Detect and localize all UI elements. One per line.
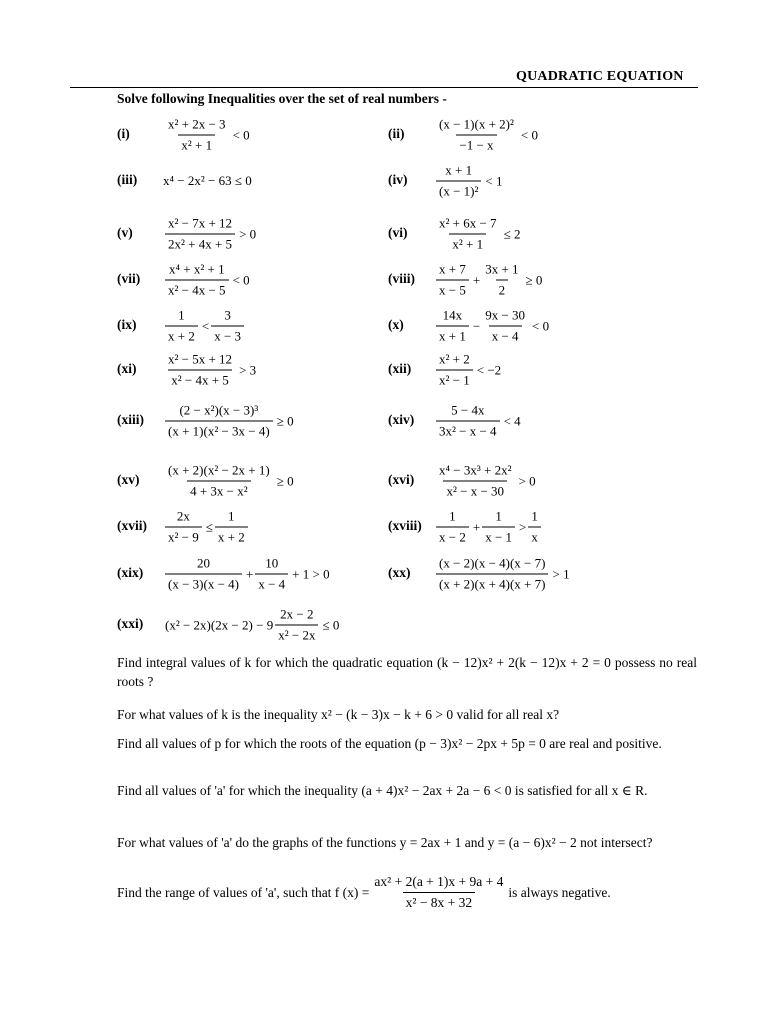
- problem-expression: [163, 117, 250, 154]
- problem-expression: [163, 463, 294, 500]
- fraction: [436, 509, 469, 546]
- fraction-2: [482, 308, 528, 345]
- fraction: [165, 117, 229, 154]
- denominator: x − 2: [436, 527, 469, 546]
- problem-label: (xiii): [117, 412, 144, 427]
- denominator: x² − 4x − 5: [165, 280, 229, 299]
- problem-label: (xi): [117, 361, 137, 376]
- numerator-2: 1: [228, 508, 235, 524]
- fraction: [165, 403, 273, 440]
- problem-expression: [163, 216, 256, 253]
- denominator-2: x − 3: [211, 326, 244, 345]
- fraction: [165, 509, 202, 546]
- fraction: [275, 607, 318, 644]
- denominator: x² − 9: [165, 527, 202, 546]
- operator: +: [472, 519, 481, 534]
- fraction: [436, 556, 548, 593]
- numerator: 14x: [442, 307, 463, 323]
- fraction: [165, 308, 198, 345]
- inequality-tail: ≤ 2: [503, 226, 521, 241]
- fraction: [436, 463, 515, 500]
- numerator: (x − 2)(x − 4)(x − 7): [439, 555, 546, 571]
- numerator: x + 7: [439, 261, 466, 277]
- numerator-2: 9x − 30: [485, 307, 526, 323]
- problem-label: (i): [117, 126, 130, 141]
- problem-expression: [163, 308, 246, 345]
- question-4: Find all values of 'a' for which the inequality (a + 4)x² − 2ax + 2a − 6 < 0 is satisfied for all x ∈ R.: [117, 783, 648, 798]
- inequality-tail: < 1: [485, 173, 503, 188]
- fraction: [436, 163, 481, 200]
- fraction-2: [482, 262, 521, 299]
- denominator: x² − x − 30: [443, 481, 507, 500]
- numerator: x² + 2: [439, 351, 470, 367]
- numerator: x² + 6x − 7: [439, 215, 497, 231]
- fraction-2: [215, 509, 248, 546]
- problem-label: (iv): [388, 172, 408, 187]
- fraction: [165, 463, 273, 500]
- problem-expression: [163, 556, 330, 593]
- numerator: x² − 5x + 12: [168, 351, 233, 367]
- problem-expression: [434, 163, 502, 200]
- numerator: x² − 7x + 12: [168, 215, 233, 231]
- denominator: x + 1: [436, 326, 469, 345]
- problem-expression: [163, 403, 294, 440]
- inline-expression: x⁴ − 2x² − 63 ≤ 0: [163, 173, 252, 188]
- fraction: [436, 308, 469, 345]
- operator: +: [245, 566, 254, 581]
- denominator: −1 − x: [456, 135, 496, 154]
- numerator: (x − 1)(x + 2)²: [439, 116, 514, 132]
- denominator-2: x − 1: [482, 527, 515, 546]
- problem-expression: [163, 173, 252, 189]
- question-2: For what values of k is the inequality x² − (k − 3)x − k + 6 > 0 valid for all real x?: [117, 707, 560, 722]
- numerator: 20: [196, 555, 210, 571]
- fraction: [436, 216, 500, 253]
- fraction: [165, 216, 235, 253]
- denominator: (x + 1)(x² − 3x − 4): [165, 421, 273, 440]
- problem-label: (xiv): [388, 412, 415, 427]
- denominator: x + 2: [165, 326, 198, 345]
- problem-expression: [434, 556, 570, 593]
- fraction-2: [255, 556, 288, 593]
- inequality-tail: < 0: [232, 127, 250, 142]
- inequality-tail: ≥ 0: [276, 413, 294, 428]
- problem-expression: [163, 262, 250, 299]
- fraction: [436, 117, 517, 154]
- operator: +: [472, 272, 481, 287]
- question-5: For what values of 'a' do the graphs of the functions y = 2ax + 1 and y = (a − 6)x² − 2 not intersect?: [117, 835, 653, 850]
- problem-label: (xv): [117, 472, 140, 487]
- problem-expression: [434, 262, 542, 299]
- denominator: x² − 1: [436, 370, 473, 389]
- inequality-tail: ≥ 0: [276, 473, 294, 488]
- numerator: x⁴ − 3x³ + 2x²: [439, 462, 512, 478]
- numerator: 2x: [176, 508, 190, 524]
- problem-label: (vii): [117, 271, 141, 286]
- fraction-2: [211, 308, 244, 345]
- fraction: [436, 262, 469, 299]
- question-6: [117, 874, 697, 911]
- fraction: [165, 262, 229, 299]
- denominator-2: x − 4: [489, 326, 522, 345]
- numerator-2: 3: [224, 307, 231, 323]
- problem-expression: [163, 509, 250, 546]
- expression-prefix: (x² − 2x)(2x − 2) − 9: [165, 617, 274, 632]
- problem-label: (xx): [388, 565, 411, 580]
- denominator: 3x² − x − 4: [436, 421, 500, 440]
- problem-expression: [434, 509, 543, 546]
- inequality-tail: + 1 > 0: [292, 566, 330, 581]
- denominator-2: x − 4: [255, 574, 288, 593]
- operator-2: >: [519, 519, 527, 534]
- inequality-tail: ≥ 0: [525, 272, 543, 287]
- problem-expression: [163, 607, 339, 644]
- denominator: 2x² + 4x + 5: [165, 234, 235, 253]
- numerator: 1: [178, 307, 185, 323]
- denominator: x² + 1: [449, 234, 486, 253]
- problem-label: (xxi): [117, 616, 144, 631]
- numerator: 2x − 2: [280, 606, 314, 622]
- denominator-3: x: [528, 527, 541, 546]
- problem-label: (vi): [388, 225, 408, 240]
- numerator: x + 1: [445, 162, 473, 178]
- denominator: x² − 2x: [275, 625, 318, 644]
- numerator-2: 1: [495, 508, 502, 524]
- question-6-lead: Find the range of values of 'a', such that f (x) =: [117, 885, 370, 900]
- denominator: (x − 1)²: [436, 181, 481, 200]
- problem-expression: [434, 352, 501, 389]
- inequality-tail: < 0: [520, 127, 538, 142]
- denominator: 4 + 3x − x²: [187, 481, 251, 500]
- inequality-tail: > 1: [552, 566, 570, 581]
- problem-label: (iii): [117, 172, 138, 187]
- inequality-tail: < −2: [476, 362, 502, 377]
- numerator: (x + 2)(x² − 2x + 1): [168, 462, 270, 478]
- problem-label: (xii): [388, 361, 412, 376]
- problem-expression: [434, 216, 520, 253]
- fraction: [436, 403, 500, 440]
- operator: −: [472, 318, 481, 333]
- problem-expression: [163, 352, 256, 389]
- fraction-2: [482, 509, 515, 546]
- inequality-tail: > 0: [518, 473, 536, 488]
- problem-expression: [434, 117, 538, 154]
- fraction: [165, 352, 235, 389]
- instructions-heading: Solve following Inequalities over the set of real numbers -: [117, 91, 447, 106]
- question-6-tail: is always negative.: [508, 885, 611, 900]
- fraction-3: [528, 509, 541, 546]
- problem-expression: [434, 463, 536, 500]
- operator: <: [201, 318, 210, 333]
- problem-label: (viii): [388, 271, 415, 286]
- question-3: Find all values of p for which the roots of the equation (p − 3)x² − 2px + 5p = 0 are real and positive.: [117, 736, 662, 751]
- question-6-fraction: [371, 874, 506, 911]
- fraction: [436, 352, 473, 389]
- problem-label: (v): [117, 225, 133, 240]
- inequality-tail: < 4: [503, 413, 521, 428]
- problem-label: (ix): [117, 317, 137, 332]
- problem-expression: [434, 308, 549, 345]
- question-6-denominator: x² − 8x + 32: [403, 892, 476, 911]
- numerator-3: 1: [531, 508, 538, 524]
- denominator: (x + 2)(x + 4)(x + 7): [436, 574, 548, 593]
- denominator-2: x + 2: [215, 527, 248, 546]
- denominator: x² − 4x + 5: [168, 370, 232, 389]
- problem-label: (ii): [388, 126, 405, 141]
- numerator: x⁴ + x² + 1: [168, 261, 225, 277]
- inequality-tail: < 0: [232, 272, 250, 287]
- problem-label: (xviii): [388, 518, 422, 533]
- page-header-title: QUADRATIC EQUATION: [516, 69, 684, 84]
- problem-label: (x): [388, 317, 404, 332]
- operator: ≤: [205, 519, 213, 534]
- numerator: (2 − x²)(x − 3)³: [179, 402, 259, 418]
- numerator: 5 − 4x: [451, 402, 485, 418]
- problem-expression: [434, 403, 521, 440]
- question-6-numerator: ax² + 2(a + 1)x + 9a + 4: [374, 874, 504, 889]
- problem-label: (xvi): [388, 472, 415, 487]
- inequality-tail: ≤ 0: [322, 617, 340, 632]
- numerator-2: 10: [265, 555, 279, 571]
- fraction: [165, 556, 242, 593]
- problem-label: (xix): [117, 565, 144, 580]
- numerator: 1: [449, 508, 456, 524]
- numerator: x² + 2x − 3: [168, 116, 226, 132]
- denominator: (x − 3)(x − 4): [165, 574, 242, 593]
- header-rule: [70, 87, 698, 88]
- inequality-tail: < 0: [532, 318, 550, 333]
- numerator-2: 3x + 1: [485, 261, 519, 277]
- inequality-tail: > 3: [239, 362, 257, 377]
- denominator: x² + 1: [178, 135, 215, 154]
- inequality-tail: > 0: [239, 226, 257, 241]
- problem-label: (xvii): [117, 518, 147, 533]
- question-1: Find integral values of k for which the quadratic equation (k − 12)x² + 2(k − 12)x + 2 = 0 possess no real roots ?: [117, 655, 697, 689]
- denominator-2: 2: [496, 280, 509, 299]
- denominator: x − 5: [436, 280, 469, 299]
